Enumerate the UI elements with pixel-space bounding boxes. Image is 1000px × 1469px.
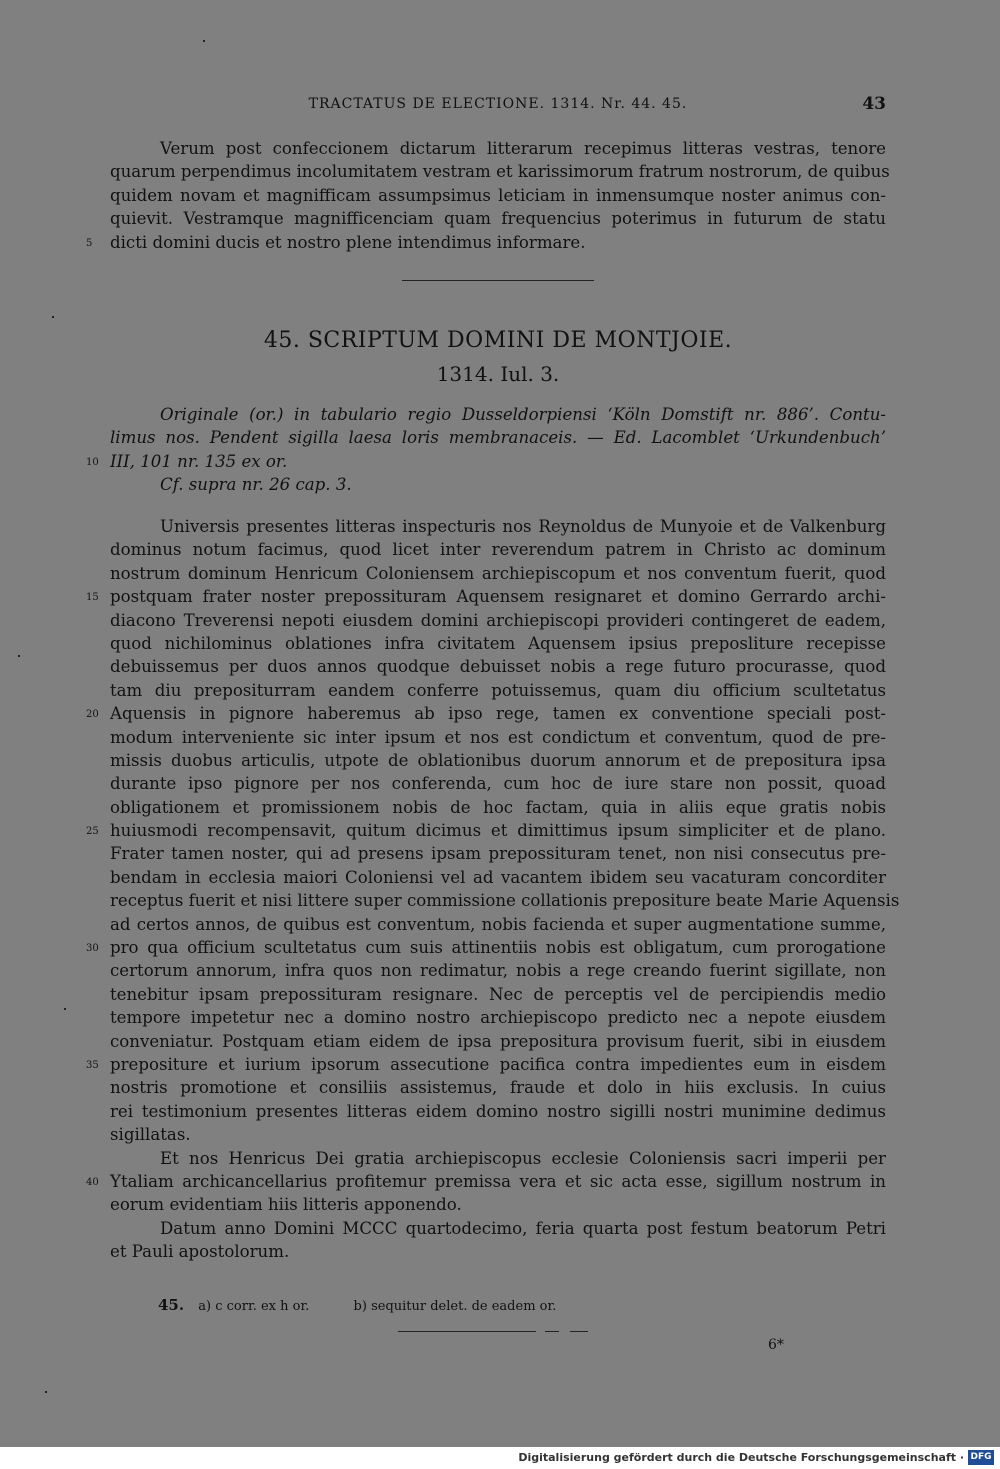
text-line: modum interveniente sic inter ipsum et nos est condictum et conventum, quod de pre- xyxy=(110,727,886,747)
footnote-a: a) c corr. ex h or. xyxy=(198,1299,310,1314)
scan-speck xyxy=(18,655,20,657)
line-number: 25 xyxy=(86,826,99,838)
scan-speck xyxy=(64,1008,66,1010)
text-line-content: huiusmodi recompensavit, quitum dicimus et dimittimus ipsum simpliciter et de plano. xyxy=(110,821,886,841)
text-line: Et nos Henricus Dei gratia archiepiscopus ecclesie Coloniensis sacri imperii per xyxy=(160,1148,886,1168)
footnote-b: b) sequitur delet. de eadem or. xyxy=(353,1299,557,1314)
signature-mark: 6* xyxy=(768,1337,784,1353)
text-line: quievit. Vestramque magnifficenciam quam frequencius poterimus in futurum de statu xyxy=(110,209,886,229)
text-line: nostris promotione et consiliis assistemus, fraude et dolo in hiis exclusis. In cuius xyxy=(110,1078,886,1098)
source-note xyxy=(86,403,886,497)
text-line: receptus fuerit et nisi littere super commissione collationis prepositure beate Marie Aquensis xyxy=(110,891,900,911)
text-line: certorum annorum, infra quos non redimatur, nobis a rege creando fuerint sigillate, non xyxy=(110,961,886,981)
text-line: ad certos annos, de quibus est conventum, nobis facienda et super augmentatione summe, xyxy=(110,914,886,934)
section-divider xyxy=(402,280,594,281)
text-line: quidem novam et magnifficam assumpsimus leticiam in inmensumque noster animus con- xyxy=(110,185,886,205)
text-line-content: pro qua officium scultetatus cum suis attinentiis nobis est obligatum, cum prorogatione xyxy=(110,938,886,958)
dfg-logo: DFG xyxy=(968,1450,994,1465)
source-line: limus nos. Pendent sigilla laesa loris membranaceis. — Ed. Lacomblet ‘Urkundenbuch’ xyxy=(110,428,886,448)
line-number: 40 xyxy=(86,1176,99,1188)
text-line: obligationem et promissionem nobis de hoc factam, quia in aliis eque gratis nobis xyxy=(110,797,886,817)
intro-paragraph xyxy=(86,137,890,254)
text-line: debuissemus per duos annos quodque debuisset nobis a rege futuro procurasse, quod xyxy=(110,657,886,677)
text-line-content: Ytaliam archicancellarius profitemur premissa vera et sic acta esse, sigillum nostrum in xyxy=(110,1171,886,1191)
text-line: diacono Treverensi nepoti eiusdem domini archiepiscopi provideri contingeret de eadem, xyxy=(110,610,886,630)
scan-speck xyxy=(203,40,205,42)
footnote-number: 45. xyxy=(158,1296,185,1314)
source-line: Originale (or.) in tabulario regio Dusseldorpiensi ‘Köln Domstift nr. 886’. Contu- xyxy=(160,405,886,424)
running-head-title: TRACTATUS DE ELECTIONE. 1314. Nr. 44. 45. xyxy=(308,96,688,112)
text-line: eorum evidentiam hiis litteris apponendo. xyxy=(110,1195,462,1215)
text-line: quod nichilominus oblationes infra civitatem Aquensem ipsius preposliture recepisse xyxy=(110,633,886,653)
scan-speck xyxy=(52,316,54,318)
text-line: rei testimonium presentes litteras eidem domino nostro sigilli nostri munimine dedimus xyxy=(110,1101,886,1121)
text-line: Universis presentes litteras inspecturis nos Reynoldus de Munyoie et de Valkenburg xyxy=(160,517,886,536)
text-line-content: dicti domini ducis et nostro plene intendimus informare. xyxy=(110,232,586,252)
text-line: Frater tamen noster, qui ad presens ipsam prepossituram tenet, non nisi consecutus pre- xyxy=(110,844,886,864)
source-line xyxy=(86,450,886,473)
footnotes xyxy=(158,1296,596,1314)
text-line xyxy=(86,702,886,725)
end-rule-dash xyxy=(570,1331,588,1332)
document-date: 1314. Iul. 3. xyxy=(436,362,560,386)
text-line: et Pauli apostolorum. xyxy=(110,1242,290,1262)
line-number: 35 xyxy=(86,1059,99,1071)
line-number: 15 xyxy=(86,592,99,604)
text-line: tenebitur ipsam prepossituram resignare. Nec de perceptis vel de percipiendis medio xyxy=(110,984,886,1004)
text-line-content: prepositure et iurium ipsorum assecutione pacifica contra impedientes eum in eisdem xyxy=(110,1054,886,1074)
document-title: 45. SCRIPTUM DOMINI DE MONTJOIE. xyxy=(263,328,733,353)
text-line-content: postquam frater noster prepossituram Aquensem resignaret et domino Gerrardo archi- xyxy=(110,587,886,607)
source-line: Cf. supra nr. 26 cap. 3. xyxy=(160,475,352,495)
running-head xyxy=(110,96,886,120)
line-number: 20 xyxy=(86,709,99,721)
line-number: 5 xyxy=(86,237,93,249)
text-line-content: Aquensis in pignore haberemus ab ipso rege, tamen ex conventione speciali post- xyxy=(110,704,886,724)
text-line: tempore impetetur nec a domino nostro archiepiscopo predicto nec a nepote eiusdem xyxy=(110,1008,886,1028)
text-line xyxy=(86,819,886,842)
text-line: Verum post confeccionem dictarum litterarum recepimus litteras vestras, tenore xyxy=(160,139,886,158)
text-line xyxy=(86,936,886,959)
text-line: Datum anno Domini MCCC quartodecimo, feria quarta post festum beatorum Petri xyxy=(160,1218,886,1238)
end-rule-dash xyxy=(545,1331,559,1332)
scan-speck xyxy=(45,1391,47,1393)
digitization-credit: Digitalisierung gefördert durch die Deutsche Forschungsgemeinschaft · xyxy=(518,1451,964,1464)
text-line: missis duobus articulis, utpote de oblationibus duorum annorum et de prepositura ipsa xyxy=(110,750,886,770)
line-number: 30 xyxy=(86,943,99,955)
page-number: 43 xyxy=(862,94,886,114)
charter-text xyxy=(86,515,900,1264)
text-line: nostrum dominum Henricum Coloniensem archiepiscopum et nos conventum fuerit, quod xyxy=(110,563,886,583)
source-line-content: III, 101 nr. 135 ex or. xyxy=(110,451,288,471)
footer-bar xyxy=(0,1447,1000,1469)
text-line xyxy=(86,231,886,254)
line-number: 10 xyxy=(86,456,99,468)
document-heading xyxy=(110,326,886,388)
text-line: bendam in ecclesia maiori Coloniensi vel ad vacantem ibidem seu vacaturam concorditer xyxy=(110,867,886,887)
text-line xyxy=(86,1053,886,1076)
text-line xyxy=(86,1170,886,1193)
text-line xyxy=(86,585,886,608)
text-line: dominus notum facimus, quod licet inter reverendum patrem in Christo ac dominum xyxy=(110,540,886,560)
text-line: sigillatas. xyxy=(110,1125,191,1145)
text-line: durante ipso pignore per nos conferenda, cum hoc de iure stare non possit, quoad xyxy=(110,774,886,794)
text-line: conveniatur. Postquam etiam eidem de ipsa prepositura provisum fuerit, sibi in eiusdem xyxy=(110,1031,886,1051)
text-line: quarum perpendimus incolumitatem vestram et karissimorum fratrum nostrorum, de quibus xyxy=(110,162,890,182)
end-rule xyxy=(398,1331,536,1332)
text-line: tam diu prepositurram eandem conferre potuissemus, quam diu officium scultetatus xyxy=(110,680,886,700)
